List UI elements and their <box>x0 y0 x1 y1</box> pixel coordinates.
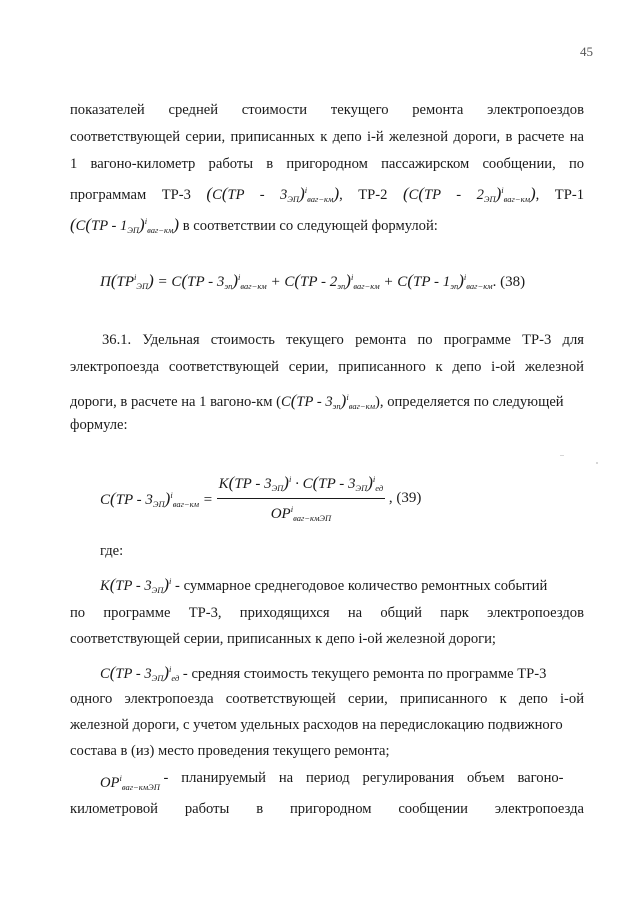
paragraph-2-line-2: электропоезда соответствующей серии, приписанного к депо i-ой железной <box>70 359 584 375</box>
c-tr3-unit-symbol: $C(TP - 3_{ЭП})^i_{ед}$ <box>100 663 180 683</box>
paragraph-2-line-4: формуле: <box>70 417 128 433</box>
formula-39-number: , (39) <box>388 490 422 506</box>
cost-tr1-term: $(C(TP - 1_{ЭП})^i_{ваг-км})$ <box>70 215 180 235</box>
definition-2-line-3: железной дороги, с учетом удельных расходов на передислокацию подвижного <box>70 717 563 733</box>
cost-tr2-term: $(C(TP - 2_{ЭП})^i_{ваг-км})$ <box>402 184 536 204</box>
paragraph-1-line-4: программам ТР-3 $(C(TP - 3_{ЭП})^i_{ваг-км})$, ТР-2 $(C(TP - 2_{ЭП})^i_{ваг-км})$, ТР-1 <box>70 184 584 204</box>
formula-39-fraction: $\frac{K(TP - 3_{ЭП})^i \cdot C(TP - 3_{ЭП})^i_{ед}}{OP^i_{ваг-кмЭП}}$ <box>217 469 386 528</box>
formula-38: $П(TP^i_{ЭП}) = C(TP - 3_{эп})^i_{ваг-км} + C(TP - 2_{эп})^i_{ваг-км} + C(TP - 1_{эп})^i_{ваг-км}$. (38) <box>100 271 526 291</box>
definition-3-line-1: $OP^i_{ваг-кмЭП}$ - планируемый на период регулирования объем вагоно- <box>100 770 564 792</box>
definition-2-line-4: состава в (из) место проведения текущего ремонта; <box>70 743 390 759</box>
scan-speck <box>560 455 564 456</box>
paragraph-1-line-3: 1 вагоно-километр работы в пригородном пассажирском сообщении, по <box>70 156 585 172</box>
definition-3-line-2: километровой работы в пригородном сообщении электропоезда <box>70 801 584 817</box>
op-symbol: $OP^i_{ваг-кмЭП}$ <box>100 773 160 792</box>
definition-1-line-2: по программе ТР-3, приходящихся на общий парк электропоездов <box>70 605 584 621</box>
formula-39: $C(TP - 3_{ЭП})^i_{ваг-км}$ = $\frac{K(TP - 3_{ЭП})^i \cdot C(TP - 3_{ЭП})^i_{ед}}{OP^i_{ваг-кмЭП}}$ , (39) <box>100 469 421 528</box>
paragraph-2-line-1: 36.1. Удельная стоимость текущего ремонта по программе ТР-3 для <box>102 332 584 348</box>
definition-2-line-2: одного электропоезда соответствующей серии, приписанного к депо i-ой <box>70 691 585 707</box>
scan-speck <box>596 462 598 464</box>
paragraph-1-line-5: $(C(TP - 1_{ЭП})^i_{ваг-км})$ в соответствии со следующей формулой: <box>70 215 438 235</box>
k-tr3-symbol: $K(TP - 3_{ЭП})^i$ <box>100 575 172 595</box>
page-number: 45 <box>580 44 593 59</box>
definition-1-line-1: $K(TP - 3_{ЭП})^i$ - суммарное среднегодовое количество ремонтных событий <box>100 575 548 595</box>
paragraph-1-line-2: соответствующей серии, приписанных к депо i-й железной дороги, в расчете на <box>70 129 584 145</box>
definition-2-line-1: $C(TP - 3_{ЭП})^i_{ед}$ - средняя стоимость текущего ремонта по программе ТР-3 <box>100 663 547 683</box>
cost-tr3-per-km-term: $C(TP - 3_{эп})^i_{ваг-км}$ <box>281 391 376 411</box>
definition-1-line-3: соответствующей серии, приписанных к депо i-ой железной дороги; <box>70 631 496 647</box>
cost-tr3-term: $(C(TP - 3_{ЭП})^i_{ваг-км})$ <box>206 184 340 204</box>
where-label: где: <box>100 543 124 559</box>
formula-38-number: . (38) <box>492 274 526 290</box>
paragraph-2-line-3: дороги, в расчете на 1 вагоно-км $(C(TP - 3_{эп})^i_{ваг-км})$, определяется по следующей <box>70 391 564 411</box>
paragraph-1-line-1: показателей средней стоимости текущего ремонта электропоездов <box>70 102 584 118</box>
